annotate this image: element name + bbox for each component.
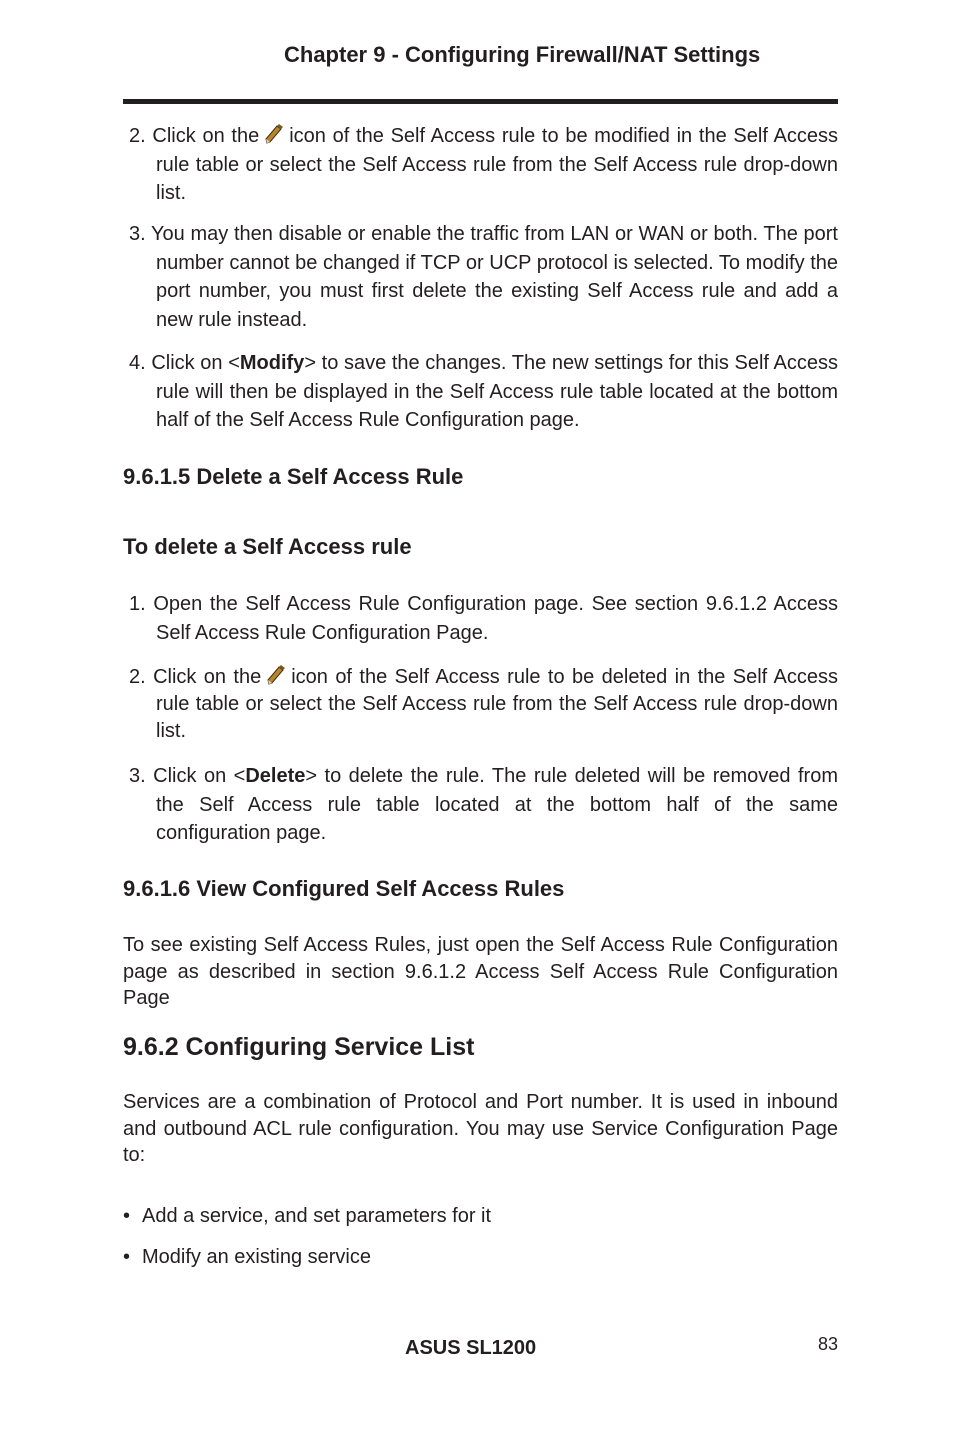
list-item: [123, 1246, 371, 1269]
step-text-post: > to delete the rule. The rule deleted will be removed from the Self Access rule table located at the bottom half of the same configuration page.: [156, 765, 838, 844]
pencil-edit-icon: [263, 123, 285, 145]
delete-label: Delete: [245, 765, 306, 787]
view-paragraph: To see existing Self Access Rules, just open the Self Access Rule Configuration page as described in section 9.6.1.2 Access Self Access Rule Configuration Page: [123, 934, 838, 1009]
chapter-title: Chapter 9 - Configuring Firewall/NAT Settings: [284, 42, 761, 67]
modify-step-3: [129, 220, 838, 334]
step-text-pre: 4. Click on <: [129, 352, 240, 374]
service-paragraph: Services are a combination of Protocol and Port number. It is used in inbound and outbound ACL rule configuration. You may use Service Configuration Page to:: [123, 1091, 838, 1166]
delete-step-3: [129, 762, 838, 848]
section-heading-service: 9.6.2 Configuring Service List: [123, 1033, 475, 1061]
footer-product: ASUS SL1200: [405, 1337, 537, 1359]
pencil-edit-icon: [265, 664, 287, 686]
modify-step-2: [129, 122, 838, 208]
step-text-post: > to save the changes. The new settings for this Self Access rule will then be displayed in the Self Access rule table located at the bottom half of the Self Access Rule Configuration page.: [156, 352, 838, 431]
modify-step-4: [129, 349, 838, 435]
bullet-dot: •: [123, 1246, 131, 1268]
list-item-text: Modify an existing service: [142, 1246, 371, 1268]
step-text-post: icon of the Self Access rule to be modified in the Self Access rule table or select the Self Access rule from the Self Access rule drop-down list.: [156, 125, 838, 204]
step-text-pre: 2. Click on the: [129, 666, 262, 688]
step-text: 1. Open the Self Access Rule Configuration page. See section 9.6.1.2 Access Self Access Rule Configuration Page.: [129, 593, 838, 644]
step-text-pre: 3. Click on <: [129, 765, 246, 787]
section-heading-view: 9.6.1.6 View Configured Self Access Rules: [123, 876, 565, 901]
delete-step-1: [129, 590, 838, 647]
list-item: [123, 1205, 491, 1228]
page-number: 83: [818, 1334, 839, 1354]
header-rule: [123, 99, 838, 104]
delete-step-2: [129, 664, 838, 745]
bullet-dot: •: [123, 1205, 131, 1227]
step-text: 3. You may then disable or enable the traffic from LAN or WAN or both. The port number cannot be changed if TCP or UCP protocol is selected. To modify the port number, you must first delete the existing Self Access rule and add a new rule instead.: [129, 223, 838, 331]
step-text-post: icon of the Self Access rule to be deleted in the Self Access rule table or select the Self Access rule from the Self Access rule drop-down list.: [156, 666, 838, 742]
step-text-pre: 2. Click on the: [129, 125, 260, 147]
modify-label: Modify: [239, 352, 305, 374]
list-item-text: Add a service, and set parameters for it: [142, 1205, 492, 1227]
subheading-delete: To delete a Self Access rule: [123, 534, 412, 559]
section-heading-delete: 9.6.1.5 Delete a Self Access Rule: [123, 464, 464, 489]
